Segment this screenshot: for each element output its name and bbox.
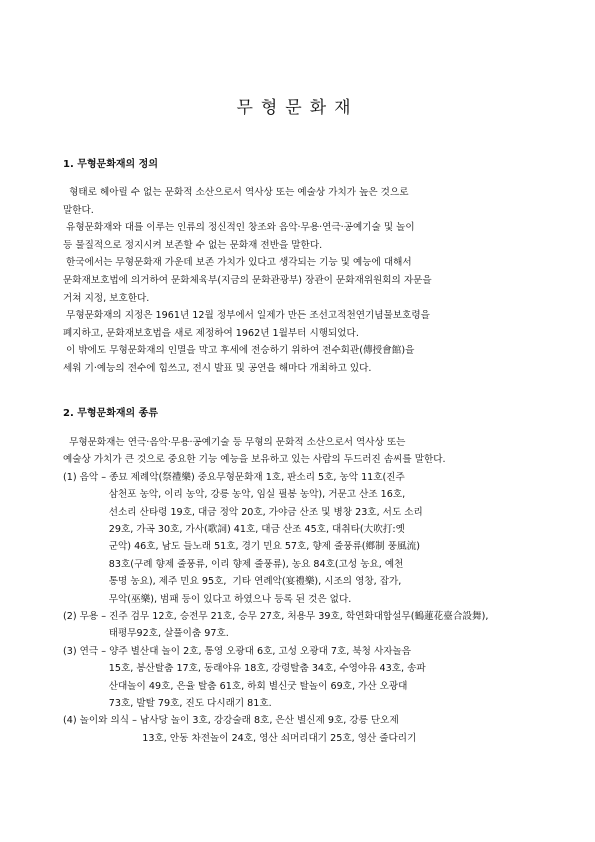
section-2-text-line: (1) 음악 – 종묘 제례악(祭禮樂) 중요무형문화재 1호, 판소리 5호, 농악 11호(진주 — [63, 471, 405, 483]
section-2-text-line: (3) 연극 – 양주 별산대 놀이 2호, 통영 오광대 6호, 고성 오광대 7호, 북청 사자놀음 — [63, 645, 412, 657]
section-2-text-line: (2) 무용 – 진주 검무 12호, 승전무 21호, 승무 27호, 처용무 39호, 학연화대합설무(鶴蓮花臺合設舞), — [63, 611, 489, 622]
section-1-text-line: 세워 기·예능의 전수에 힘쓰고, 전시 발표 및 공연을 해마다 개최하고 있다. — [63, 363, 372, 374]
section-2-text-line: 73호, 발탈 79호, 진도 다시래기 81호. — [63, 698, 272, 709]
section-1-text-line: 거쳐 지정, 보호한다. — [63, 292, 150, 304]
section-2-text-line: 15호, 봉산탈춤 17호, 동래야유 18호, 강령탈춤 34호, 수영야유 43호, 송파 — [63, 663, 426, 675]
section-2-text-line: 통명 농요), 제주 민요 95호, 기타 연례악(宴禮樂), 시조의 영창, 잡가, — [63, 576, 402, 588]
section-2-text-line: 삼천포 농악, 이리 농악, 강릉 농악, 임실 필봉 농악), 거문고 산조 16호, — [63, 489, 406, 501]
section-1-text-line: 문화재보호법에 의거하여 문화체육부(지금의 문화관광부) 장관이 문화재위원회의 자문을 — [63, 275, 432, 286]
section-1-text-line: 말한다. — [63, 204, 94, 216]
section-2-text-line: 무악(巫樂), 범패 등이 있다고 하였으나 등록 된 것은 없다. — [63, 593, 352, 605]
section-2-text-line: 예술상 가치가 큰 것으로 중요한 기능 예능을 보유하고 있는 사람의 두드러진 솜씨를 말한다. — [63, 454, 446, 466]
section-2-text-line: 산대놀이 49호, 은율 탈춤 61호, 하회 별신굿 탈놀이 69호, 가산 오광대 — [63, 680, 408, 692]
section-2-heading: 2. 무형문화재의 종류 — [63, 408, 158, 419]
section-2-text-line: 29호, 가곡 30호, 가사(歌詞) 41호, 대금 산조 45호, 대취타(大吹打:옛 — [63, 524, 405, 535]
section-2-text-line: 무형문화재는 연극·음악·무용·공예기술 등 무형의 문화적 소산으로서 역사상 또는 — [63, 437, 406, 448]
section-2-text-line: 13호, 안동 차전놀이 24호, 영산 쇠머리대기 25호, 영산 줄다리기 — [63, 732, 417, 744]
section-2-text-line: 83호(구례 향제 줄풍류, 이리 향제 줄풍류), 농요 84호(고성 농요, 예천 — [63, 558, 404, 570]
section-2-text-line: 태평무92호, 살풀이춤 97호. — [63, 628, 229, 640]
section-1-text-line: 폐지하고, 문화재보호법을 새로 제정하여 1962년 1월부터 시행되었다. — [63, 327, 359, 339]
section-1-text-line: 한국에서는 무형문화재 가운데 보존 가치가 있다고 생각되는 기능 및 예능에 대해서 — [63, 257, 412, 269]
section-1-heading: 1. 무형문화재의 정의 — [63, 159, 158, 170]
page-title: 무형문화재 — [236, 98, 359, 118]
section-1-text-line: 이 밖에도 무형문화재의 인멸을 막고 후세에 전승하기 위하여 전수회관(傳授會館)을 — [63, 345, 415, 357]
section-2-text-line: (4) 놀이와 의식 – 남사당 놀이 3호, 강강술래 8호, 은산 별신제 9호, 강릉 단오제 — [63, 715, 399, 727]
section-1-text-line: 무형문화재의 지정은 1961년 12월 정부에서 일제가 만든 조선고적천연기념물보호령을 — [63, 310, 430, 322]
section-1-text-line: 형태로 헤아릴 수 없는 문화적 소산으로서 역사상 또는 예술상 가치가 높은 것으로 — [63, 187, 409, 198]
section-1-text-line: 등 물질적으로 정지시켜 보존할 수 없는 문화재 전반을 말한다. — [63, 239, 323, 251]
section-2-text-line: 선소리 산타령 19호, 대금 정악 20호, 가야금 산조 및 병창 23호, 서도 소리 — [63, 506, 423, 518]
section-2-text-line: 군악) 46호, 남도 들노래 51호, 경기 민요 57호, 향제 줄풍류(鄕制 풍風流) — [63, 541, 420, 553]
section-1-text-line: 유형문화재와 대를 이루는 인류의 정신적인 창조와 음악·무용·연극·공예기술 및 놀이 — [63, 222, 415, 234]
